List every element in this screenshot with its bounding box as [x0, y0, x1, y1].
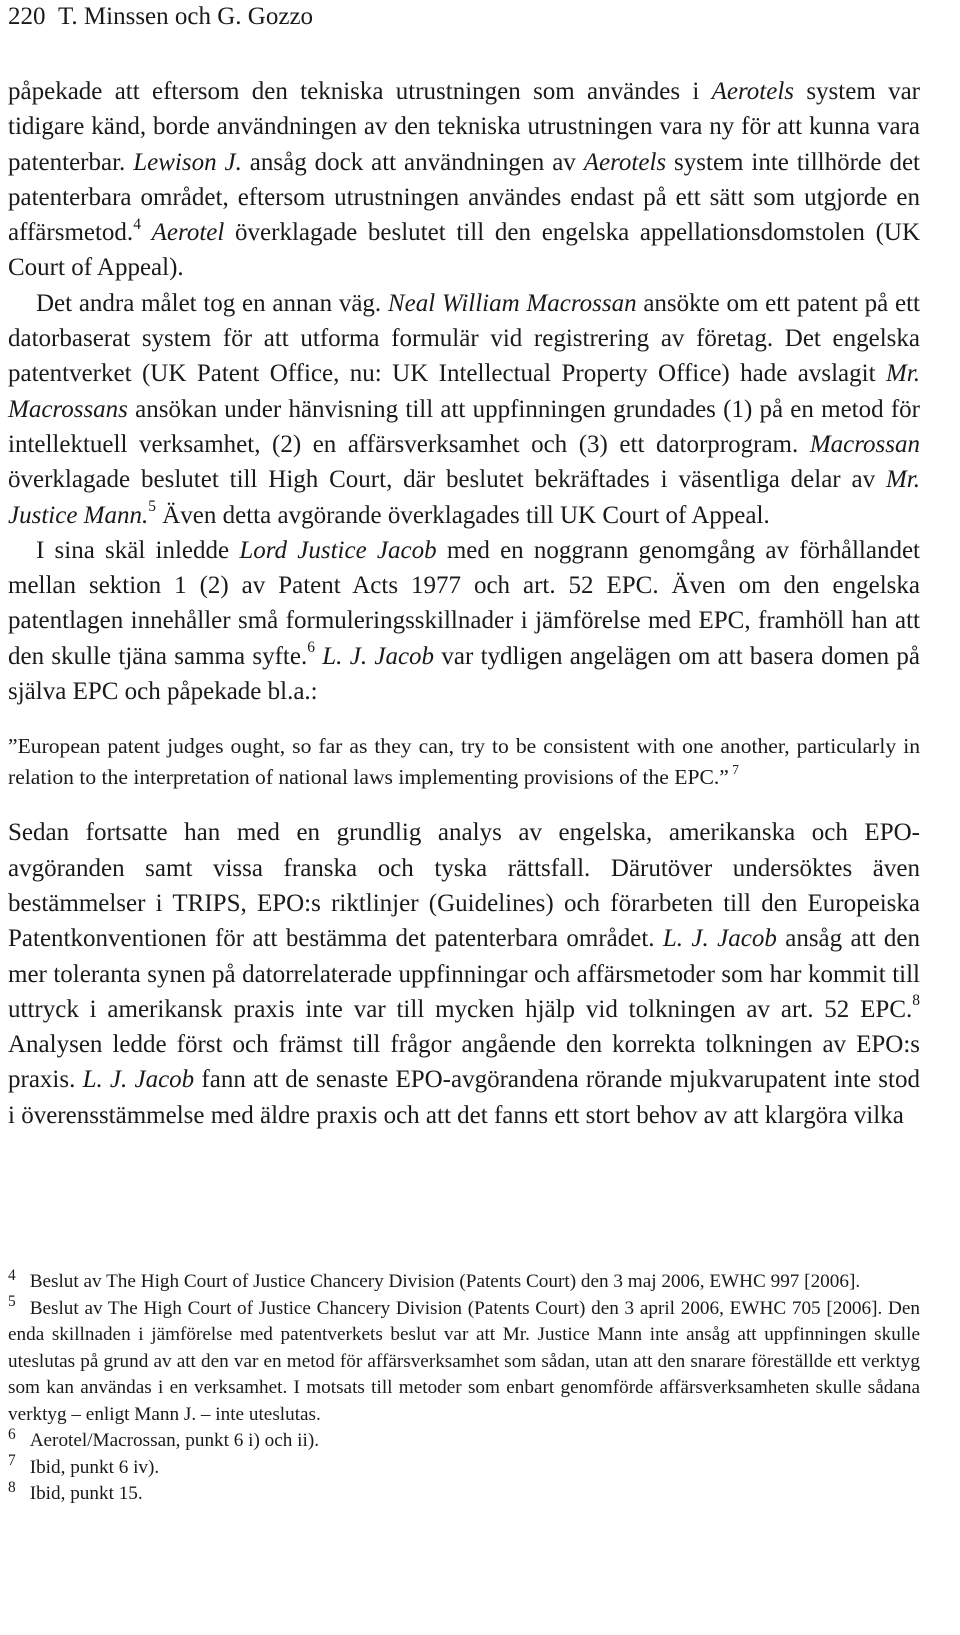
footnote-text: Ibid, punkt 6 iv). [29, 1456, 160, 1478]
paragraph [8, 815, 920, 1133]
italic-text: Aerotels [583, 148, 667, 176]
italic-text: L. J. Jacob [662, 925, 777, 953]
text-run: Analysen ledde först och främst till frågor angående den korrekta tolkningen av EPO:s praxis. [8, 1031, 920, 1094]
italic-text: Neal William Macrossan [387, 289, 637, 317]
footnote-reference: 4 [133, 215, 141, 233]
footnote-reference: 8 [912, 992, 920, 1010]
italic-text: L. J. Jacob [322, 642, 435, 670]
footnote-reference: 6 [307, 639, 315, 657]
text-run: ansökan under hänvisning till att uppfinningen grundades (1) på en metod för intellektuell verksamhet, (2) en affärsverksamhet och (3) ett datorprogram. [8, 395, 920, 458]
body-text [8, 74, 920, 1133]
footnote-reference: 5 [148, 497, 156, 515]
text-run: Även detta avgörande överklagades till UK Court of Appeal. [155, 501, 770, 529]
footnote-number: 4 [8, 1266, 16, 1284]
text-run: ansåg dock att användningen av [241, 148, 584, 176]
text-run: ansökte om ett patent på ett datorbaserat system för att utforma formulär vid registrering av företag. Det engelska patentverket (UK Patent Office, nu: UK Intellectual Property Office) hade avslagit [8, 289, 921, 388]
footnote-text: Aerotel/Macrossan, punkt 6 i) och ii). [29, 1430, 320, 1451]
text-run: I sina skäl inledde [36, 536, 240, 564]
footnote [8, 1452, 920, 1482]
text-run: system inte tillhörde det patenterbara området, eftersom utrustningen användes endast på ett sätt som utgjorde en affärsmetod. [8, 148, 920, 247]
italic-text: L. J. Jacob [82, 1066, 195, 1094]
page-number: 220 [8, 3, 46, 30]
footnotes [8, 1266, 920, 1508]
text-run: ansåg att den mer toleranta synen på datorrelaterade uppfinningar och affärsmetoder som har kommit till uttryck i amerikansk praxis inte var till mycken hjälp vid tolkningen av art. 52 EPC. [8, 925, 920, 1023]
italic-text: Lewison J. [133, 148, 242, 176]
italic-text: Aerotels [711, 78, 795, 105]
running-header [8, 2, 313, 32]
footnote-number: 8 [8, 1478, 16, 1496]
italic-text: Mr. Macrossans [8, 360, 920, 423]
text-run: Sedan fortsatte han med en grundlig analys av engelska, amerikanska och EPO-avgöranden samt vissa franska och tyska rättsfall. Därutöver undersöktes även bestämmelser i TRIPS, EPO:s riktlinjer (Guidelines) och förarbeten till den Europeiska Patentkonventionen för att bestämma det patenterbara området. [8, 819, 920, 953]
paragraph [8, 74, 920, 286]
text-run: fann att de senaste EPO-avgörandena rörande mjukvarupatent inte stod i överensstämmelse med äldre praxis och att det fanns ett stort behov av att klargöra vilka [8, 1066, 920, 1129]
text-run: ”European patent judges ought, so far as they can, try to be consistent with one another, particularly in relation to the interpretation of national laws implementing provisions of the EPC.” [8, 734, 920, 790]
footnote [8, 1266, 920, 1296]
footnote-text: Beslut av The High Court of Justice Chancery Division (Patents Court) den 3 maj 2006, EWHC 997 [2006]. [29, 1271, 861, 1292]
paragraph [8, 533, 920, 709]
footnote-number: 6 [8, 1425, 16, 1443]
footnote [8, 1478, 920, 1508]
text-run: överklagade beslutet till den engelska appellationsdomstolen (UK Court of Appeal). [8, 219, 920, 282]
footnote-text: Beslut av The High Court of Justice Chancery Division (Patents Court) den 3 april 2006, EWHC 705 [2006]. Den enda skillnaden i jämförelse med patentverkets beslut var att Mr. Justice Mann inte ansåg att uppfinningen skulle uteslutas på grund av att den var en metod för affärsverksamhet som sådan, utan att den snarare föreställde ett verktyg som kan användas i en verksamhet. I motsats till metoder som enbart genomförde affärsverksamheten skulle sådana verktyg – enligt Mann J. – inte uteslutas. [8, 1297, 920, 1425]
footnote [8, 1293, 920, 1429]
text-run: Det andra målet tog en annan väg. [36, 289, 388, 317]
footnote-reference: 7 [728, 762, 739, 778]
italic-text: Macrossan [809, 430, 920, 458]
text-run: system var tidigare känd, borde användningen av den tekniska utrustningen vara ny för att kunna vara patenterbar. [8, 78, 920, 176]
text-run [141, 219, 152, 246]
footnote-number: 7 [8, 1452, 16, 1470]
header-authors: T. Minssen och G. Gozzo [58, 3, 314, 30]
text-run: med en noggrann genomgång av förhållandet mellan sektion 1 (2) av Patent Acts 1977 och art. 52 EPC. Även om den engelska patentlagen innehåller små formuleringsskillnader i jämförelse med EPC, framhöll han att den skulle tjäna samma syfte. [8, 536, 920, 670]
footnote [8, 1425, 920, 1455]
text-run: var tydligen angelägen om att basera domen på själva EPC och påpekade bl.a.: [8, 642, 920, 706]
paragraph [8, 286, 920, 533]
text-run: överklagade beslutet till High Court, där beslutet bekräftades i väsentliga delar av [8, 466, 886, 494]
text-run: påpekade att eftersom den tekniska utrustningen som användes i [8, 78, 712, 105]
italic-text: Lord Justice Jacob [239, 536, 437, 564]
block-quote [8, 731, 920, 793]
footnote-text: Ibid, punkt 15. [29, 1483, 143, 1504]
footnote-number: 5 [8, 1293, 16, 1311]
italic-text: Mr. Justice Mann. [8, 466, 920, 529]
italic-text: Aerotel [151, 219, 225, 247]
